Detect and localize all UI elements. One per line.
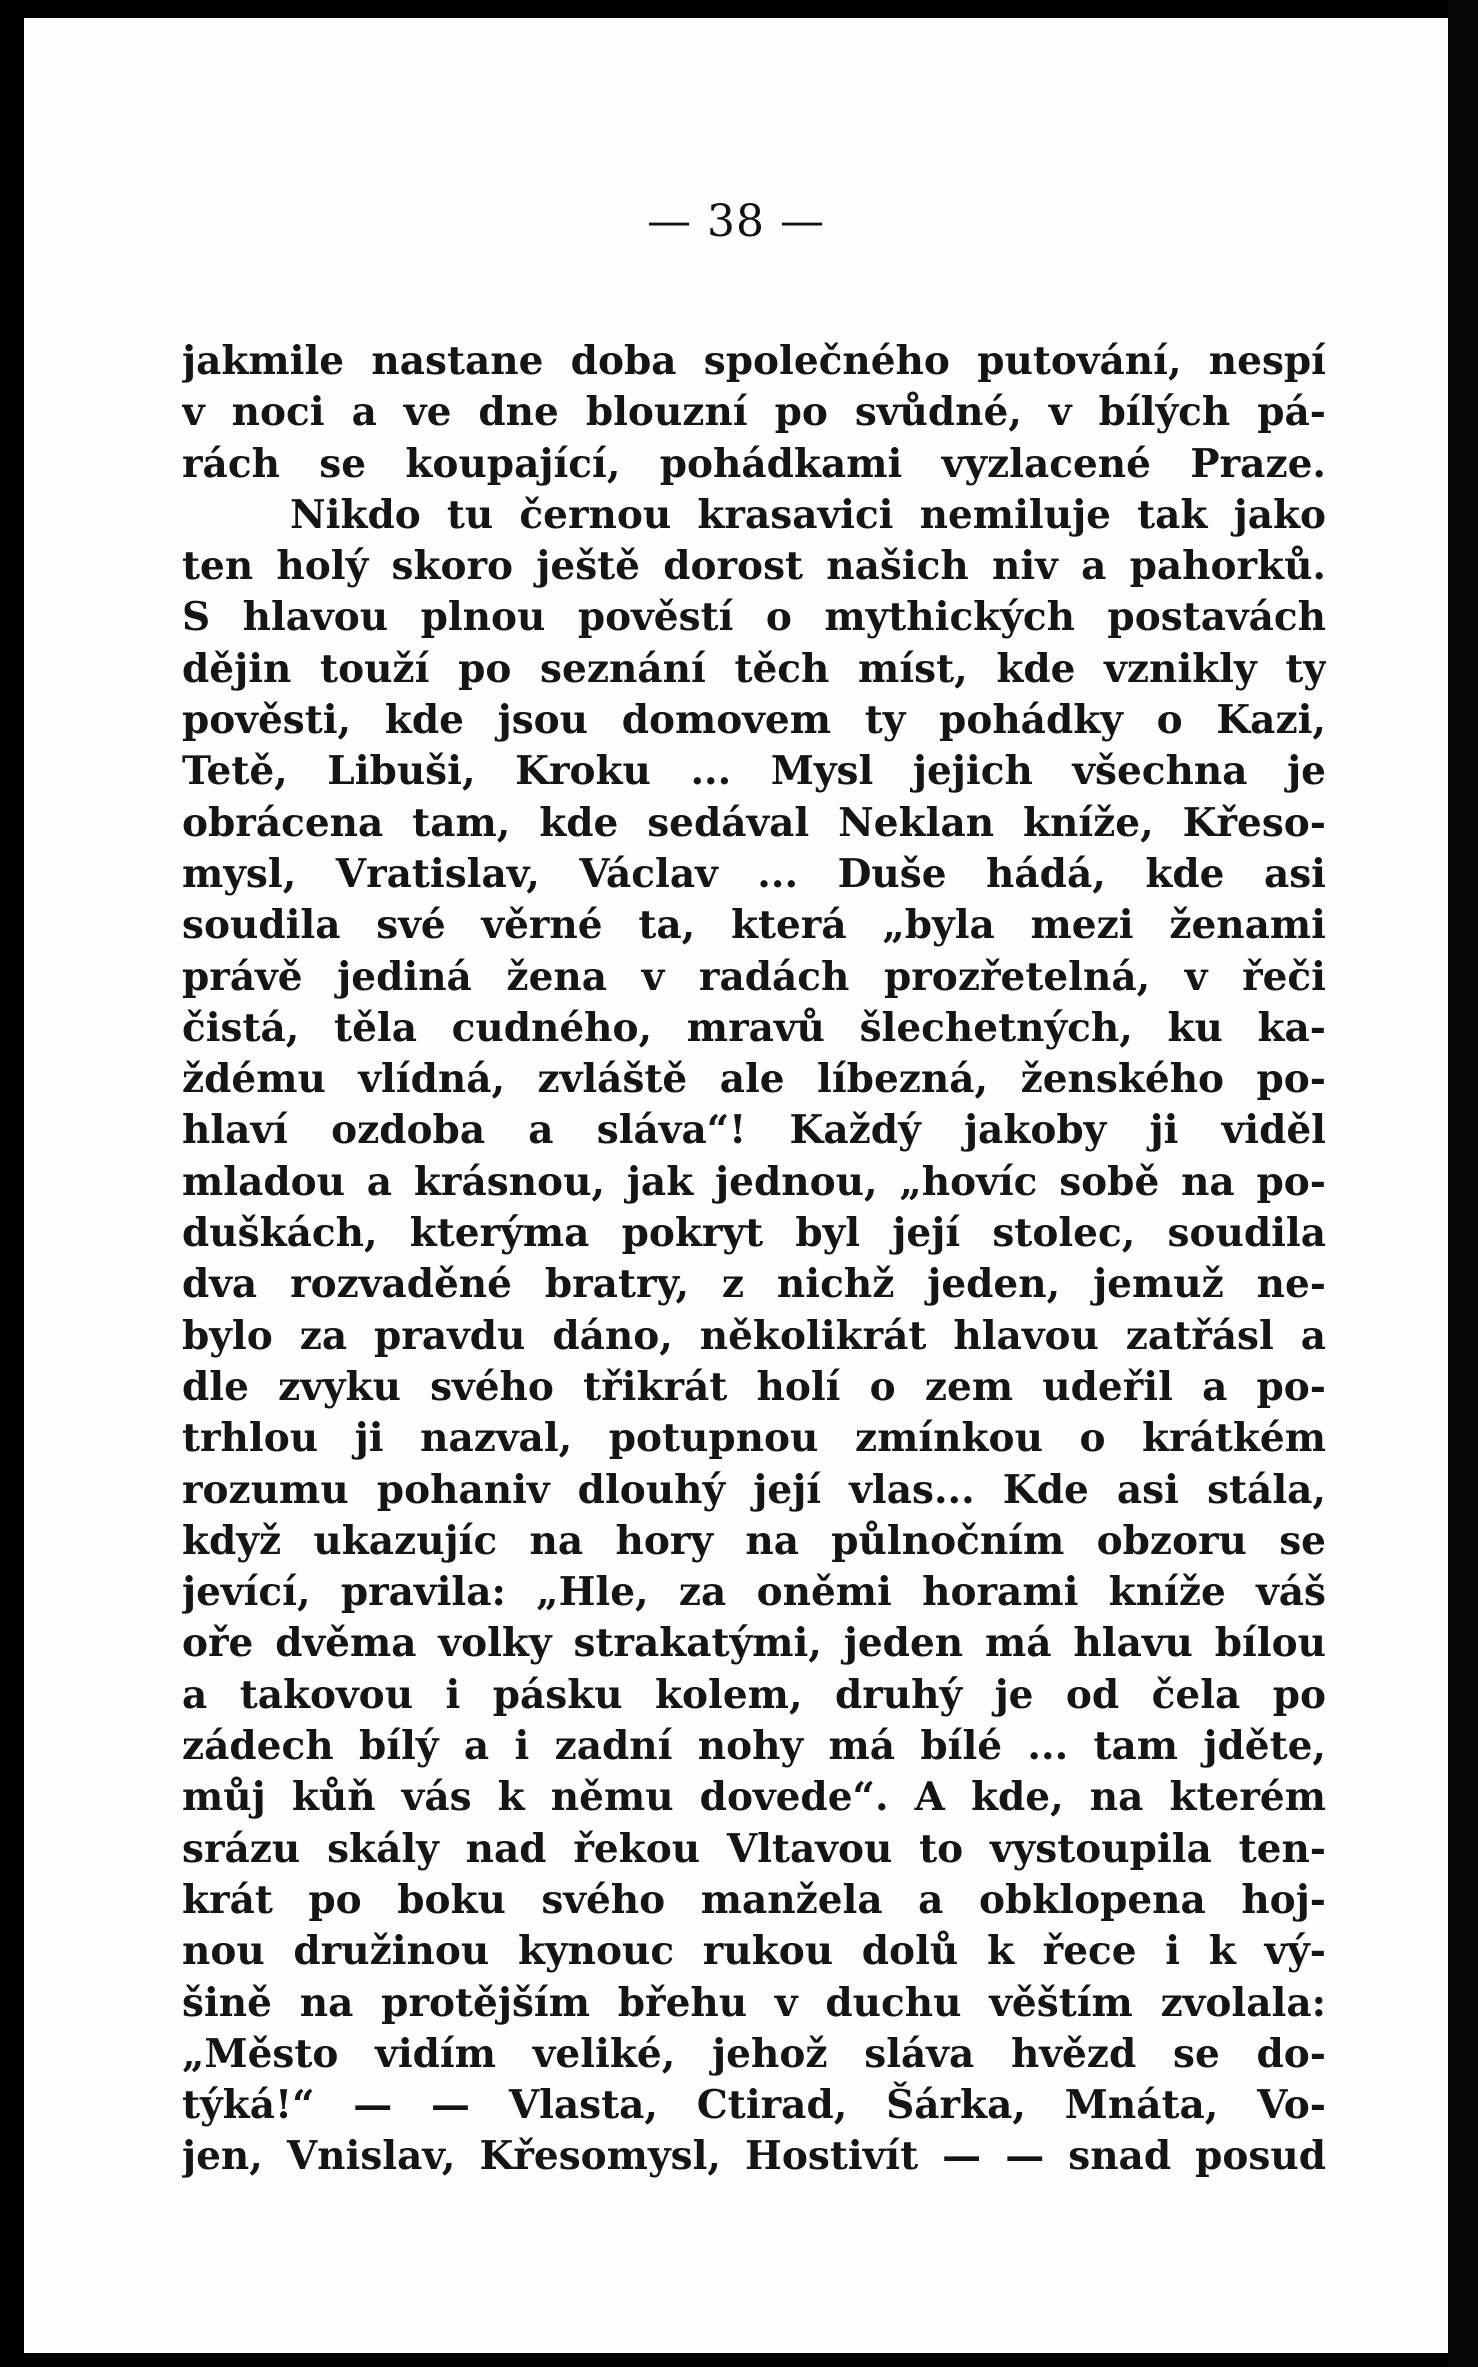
page-number: — 38 —	[647, 196, 825, 247]
text-line: dva rozvaděné bratry, z nichž jeden, jemuž ne-	[182, 1261, 1326, 1308]
text-line: právě jediná žena v radách prozřetelná, v řeči	[182, 953, 1326, 1000]
text-line: trhlou ji nazval, potupnou zmínkou o krátkém	[182, 1415, 1326, 1462]
text-line: týká!“ — — Vlasta, Ctirad, Šárka, Mnáta, Vo-	[182, 2082, 1326, 2129]
text-line: a takovou i pásku kolem, druhý je od čela po	[182, 1671, 1326, 1718]
text-line: když ukazujíc na hory na půlnočním obzoru se	[182, 1517, 1326, 1564]
text-line: krát po boku svého manžela a obklopena hoj-	[182, 1876, 1326, 1923]
text-line: rách se koupající, pohádkami vyzlacené Praze.	[182, 440, 1326, 487]
text-line: šině na protějším břehu v duchu věštím zvolala:	[182, 1979, 1326, 2026]
text-line: nou družinou kynouc rukou dolů k řece i k vý-	[182, 1928, 1326, 1975]
text-line: „Město vidím veliké, jehož sláva hvězd se do-	[182, 2030, 1326, 2077]
body-text	[182, 336, 1326, 2183]
text-line: obrácena tam, kde sedával Neklan kníže, Křeso-	[182, 799, 1326, 846]
text-line: dějin touží po seznání těch míst, kde vznikly ty	[182, 645, 1326, 692]
text-line: Nikdo tu černou krasavici nemiluje tak jako	[290, 491, 1326, 538]
text-line: můj kůň vás k němu dovede“. A kde, na kterém	[182, 1774, 1326, 1821]
text-line: ten holý skoro ještě dorost našich niv a pahorků.	[182, 543, 1326, 590]
text-line: ždému vlídná, zvláště ale líbezná, ženského po-	[182, 1056, 1326, 1103]
scan-edge	[1448, 0, 1478, 2367]
text-line: rozumu pohaniv dlouhý její vlas... Kde asi stála,	[182, 1466, 1326, 1513]
text-line: soudila své věrné ta, která „byla mezi ženami	[182, 902, 1326, 949]
text-line: srázu skály nad řekou Vltavou to vystoupila ten-	[182, 1825, 1326, 1872]
book-page	[24, 18, 1448, 2353]
text-line: duškách, kterýma pokryt byl její stolec, soudila	[182, 1210, 1326, 1257]
text-line: bylo za pravdu dáno, několikrát hlavou zatřásl a	[182, 1312, 1326, 1359]
text-line: Tetě, Libuši, Kroku ... Mysl jejich všechna je	[182, 748, 1326, 795]
text-line: jakmile nastane doba společného putování, nespí	[182, 338, 1326, 384]
text-line: S hlavou plnou pověstí o mythických postavách	[182, 594, 1326, 641]
text-line: jen, Vnislav, Křesomysl, Hostivít — — snad posud	[182, 2133, 1326, 2180]
text-line: mysl, Vratislav, Václav ... Duše hádá, kde asi	[182, 850, 1326, 897]
text-line: v noci a ve dne blouzní po svůdné, v bílých pá-	[182, 389, 1326, 436]
text-line: pověsti, kde jsou domovem ty pohádky o Kazi,	[182, 697, 1326, 744]
text-line: čistá, těla cudného, mravů šlechetných, ku ka-	[182, 1004, 1326, 1051]
text-line: oře dvěma volky strakatými, jeden má hlavu bílou	[182, 1620, 1326, 1667]
text-line: hlaví ozdoba a sláva“! Každý jakoby ji viděl	[182, 1107, 1326, 1154]
text-line: zádech bílý a i zadní nohy má bílé ... tam jděte,	[182, 1723, 1326, 1770]
text-line: jevící, pravila: „Hle, za oněmi horami kníže váš	[182, 1569, 1326, 1616]
text-line: dle zvyku svého třikrát holí o zem udeřil a po-	[182, 1363, 1326, 1410]
text-line: mladou a krásnou, jak jednou, „hovíc sobě na po-	[182, 1158, 1326, 1205]
